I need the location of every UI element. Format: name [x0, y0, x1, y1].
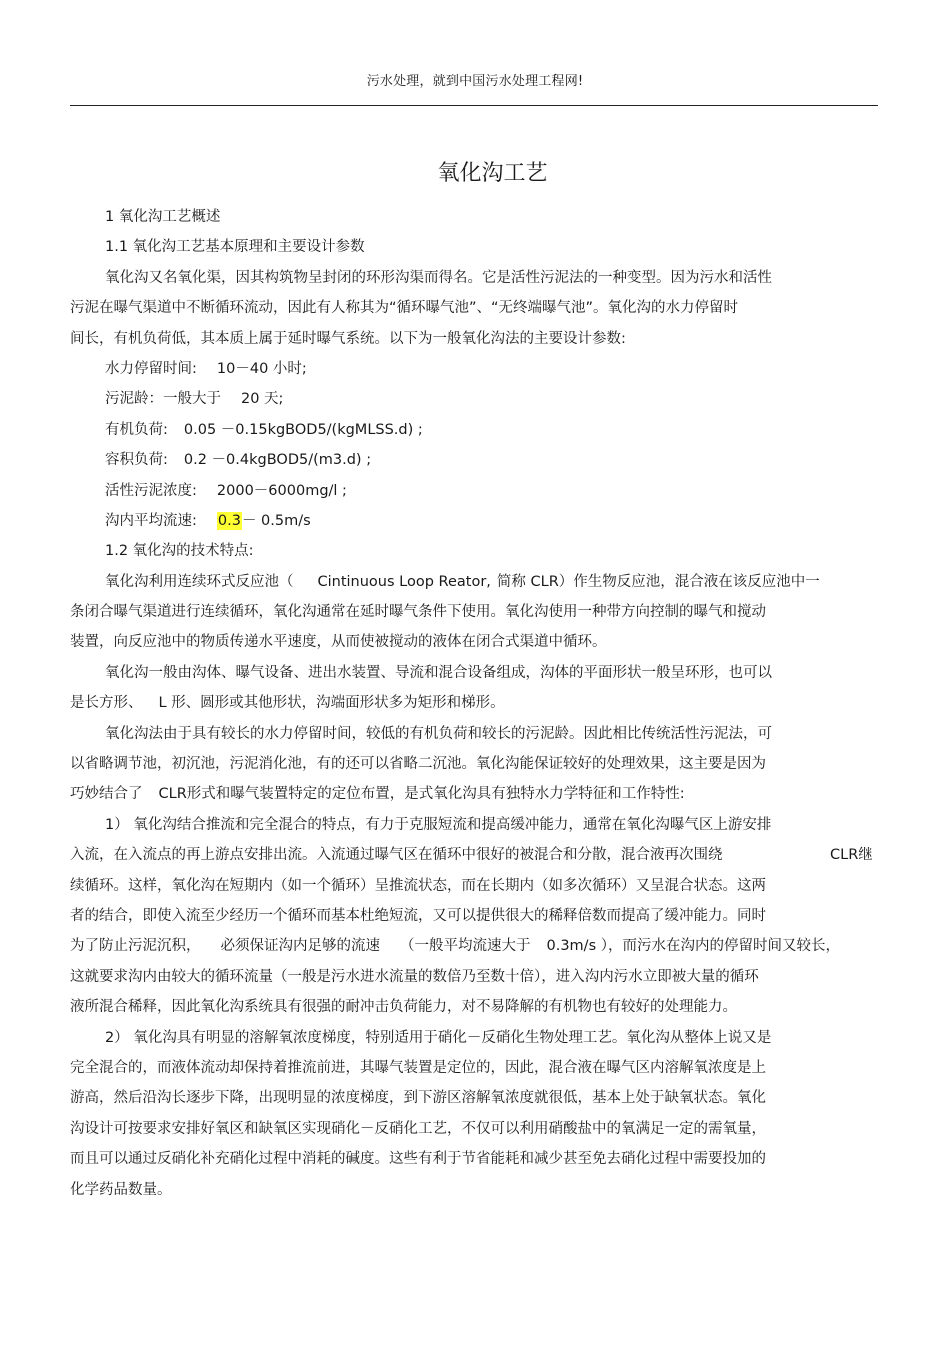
paragraph-line: 间长，有机负荷低，其本质上属于延时曝气系统。以下为一般氧化沟法的主要设计参数:	[70, 330, 626, 347]
list-item-line: 沟设计可按要求安排好氧区和缺氧区实现硝化－反硝化工艺，不仅可以利用硝酸盐中的氧满足一定的需氧量，	[70, 1120, 766, 1137]
list-item-line: 游高，然后沿沟长逐步下降，出现明显的浓度梯度，到下游区溶解氧浓度就很低，基本上处于缺氧状态。氧化	[70, 1090, 766, 1107]
list-item-line: 化学药品数量。	[70, 1181, 172, 1198]
paragraph-line: 条闭合曝气渠道进行连续循环，氧化沟通常在延时曝气条件下使用。氧化沟使用一种带方向控制的曝气和搅动	[70, 604, 766, 621]
list-item-line: 这就要求沟内由较大的循环流量（一般是污水进水流量的数倍乃至数十倍），进入沟内污水立即被大量的循环	[70, 968, 759, 985]
text-run: （一般平均流速大于	[400, 938, 531, 955]
text-run: 0.3m/s ），而污水在沟内的停留时间又较长，	[546, 938, 840, 955]
param-value: 0.05 －0.15kgBOD5/(kgMLSS.d) ;	[183, 421, 423, 438]
text-run: 必须保证沟内足够的流速	[220, 938, 380, 955]
highlighted-value: 0.3	[217, 512, 241, 529]
document-title: 氧化沟工艺	[437, 161, 548, 186]
paragraph-line	[70, 688, 860, 718]
text-run: 入流，在入流点的再上游点安排出流。入流通过曝气区在循环中很好的被混合和分散，混合液再次围绕	[70, 847, 723, 864]
paragraph-line: 氧化沟又名氧化渠，因其构筑物呈封闭的环形沟渠而得名。它是活性污泥法的一种变型。因为污水和活性	[105, 269, 772, 286]
section-heading: 1 氧化沟工艺概述	[105, 209, 221, 225]
header-divider	[70, 105, 878, 106]
list-item-line: 完全混合的，而液体流动却保持着推流前进，其曝气装置是定位的，因此，混合液在曝气区内溶解氧浓度是上	[70, 1059, 766, 1076]
param-value: 10－40 小时;	[216, 360, 307, 377]
paragraph-line	[70, 567, 860, 597]
list-item-line: 续循环。这样，氧化沟在短期内（如一个循环）呈推流状态，而在长期内（如多次循环）又呈混合状态。这两	[70, 877, 766, 894]
text-run: 为了防止污泥沉积，	[70, 938, 201, 955]
list-item-line: 2） 氧化沟具有明显的溶解氧浓度梯度，特别适用于硝化－反硝化生物处理工艺。氧化沟从整体上说又是	[105, 1029, 772, 1046]
param-value: 0.2 －0.4kgBOD5/(m3.d) ;	[183, 452, 372, 469]
param-row	[70, 445, 860, 475]
text-run: 简称 CLR）作生物反应池，混合液在该反应池中一	[496, 573, 820, 590]
list-item-line: 液所混合稀释，因此氧化沟系统具有很强的耐冲击负荷能力，对不易降解的有机物也有较好的处理能力。	[70, 999, 737, 1016]
document-body	[70, 202, 873, 1205]
paragraph-line: 以省略调节池，初沉池，污泥消化池，有的还可以省略二沉池。氧化沟能保证较好的处理效果，这主要是因为	[70, 756, 766, 773]
param-label: 沟内平均流速:	[105, 512, 197, 529]
text-run: CLR继	[830, 847, 873, 864]
text-run: L 形、圆形或其他形状，沟端面形状多为矩形和梯形。	[158, 695, 505, 712]
text-run: CLR形式和曝气装置特定的定位布置，是式氧化沟具有独特水力学特征和工作特性:	[158, 786, 685, 803]
subsection-heading: 1.2 氧化沟的技术特点:	[105, 543, 254, 560]
param-row	[70, 354, 860, 384]
param-row	[70, 384, 860, 414]
paragraph-line: 氧化沟法由于具有较长的水力停留时间，较低的有机负荷和较长的污泥龄。因此相比传统活性污泥法，可	[105, 725, 772, 742]
param-label: 容积负荷:	[105, 452, 168, 469]
list-item-line	[70, 931, 860, 961]
text-run: Cintinuous Loop Reator,	[317, 573, 491, 590]
param-label: 污泥龄：一般大于	[105, 391, 221, 408]
paragraph-line: 污泥在曝气渠道中不断循环流动，因此有人称其为“循环曝气池”、“无终端曝气池”。氧化沟的水力停留时	[70, 300, 739, 317]
param-row	[70, 415, 860, 445]
list-item-line	[70, 840, 873, 870]
param-row	[70, 506, 860, 536]
text-run: 是长方形、	[70, 695, 143, 712]
param-value: 20 天;	[241, 391, 284, 408]
page-header-text: 污水处理，就到中国污水处理工程网!	[366, 74, 584, 89]
list-item-line: 而且可以通过反硝化补充硝化过程中消耗的碱度。这些有利于节省能耗和减少甚至免去硝化过程中需要投加的	[70, 1151, 766, 1168]
param-label: 活性污泥浓度:	[105, 482, 197, 499]
param-value: － 0.5m/s	[241, 512, 311, 529]
text-run: 巧妙结合了	[70, 786, 143, 803]
param-label: 有机负荷:	[105, 421, 168, 438]
list-item-line: 1） 氧化沟结合推流和完全混合的特点，有力于克服短流和提高缓冲能力，通常在氧化沟曝气区上游安排	[105, 816, 772, 833]
list-item-line: 者的结合，即使入流至少经历一个循环而基本杜绝短流，又可以提供很大的稀释倍数而提高了缓冲能力。同时	[70, 907, 766, 924]
param-value: 2000－6000mg/l ;	[216, 482, 347, 499]
subsection-heading: 1.1 氧化沟工艺基本原理和主要设计参数	[105, 239, 365, 256]
paragraph-line: 氧化沟一般由沟体、曝气设备、进出水装置、导流和混合设备组成，沟体的平面形状一般呈环形，也可以	[105, 664, 772, 681]
param-label: 水力停留时间:	[105, 360, 197, 377]
param-row	[70, 476, 860, 506]
paragraph-line: 装置，向反应池中的物质传递水平速度，从而使被搅动的液体在闭合式渠道中循环。	[70, 634, 607, 651]
text-run: 氧化沟利用连续环式反应池（	[105, 573, 294, 590]
paragraph-line	[70, 779, 860, 809]
